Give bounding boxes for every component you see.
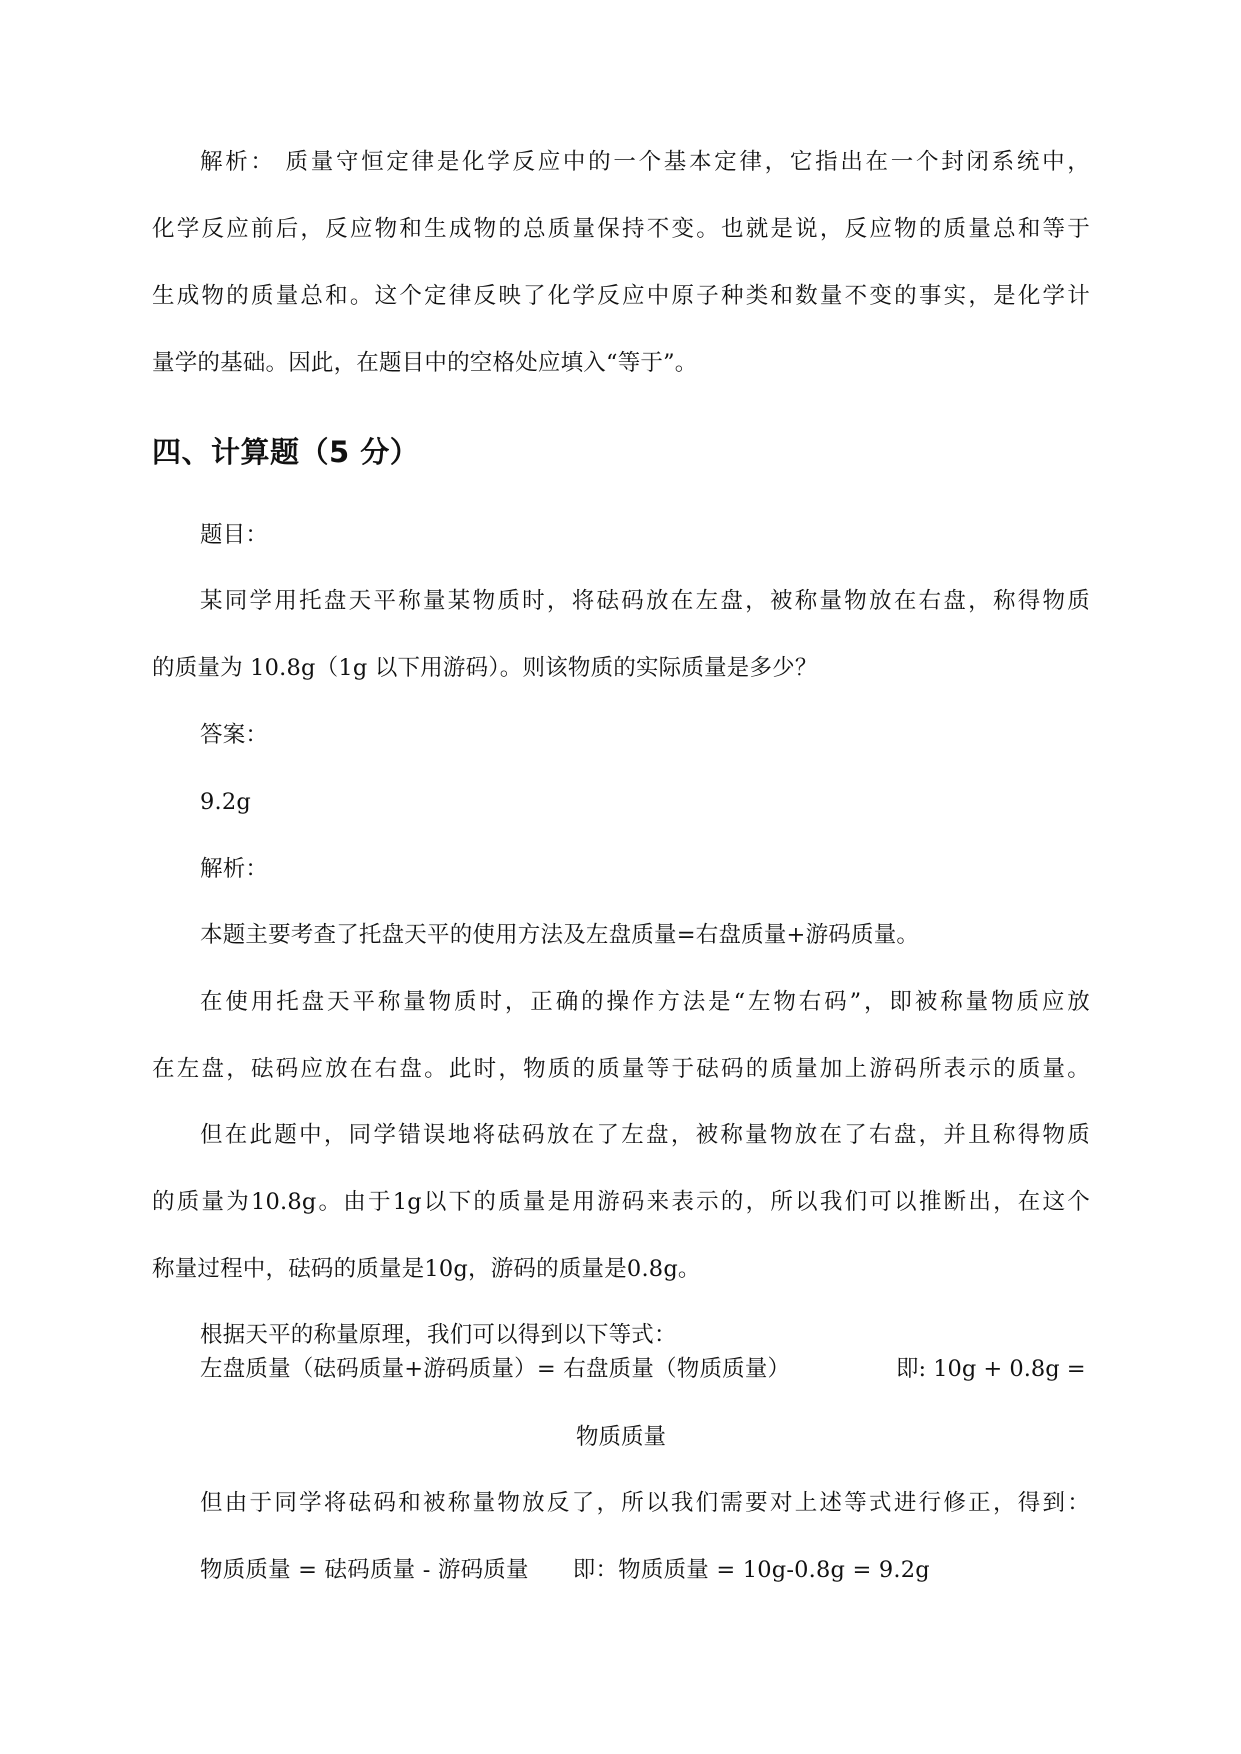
question-line-2: 的质量为 10.8g（1g 以下用游码）。则该物质的实际质量是多少？ [152,655,818,681]
explanation-label: 解析： [200,856,269,882]
explanation-para1-line-2: 在左盘，砝码应放在右盘。此时，物质的质量等于砝码的质量加上游码所表示的质量。 [152,1056,1090,1082]
explanation-para4: 但由于同学将砝码和被称量物放反了，所以我们需要对上述等式进行修正，得到： [200,1490,1090,1516]
analysis-line-2: 化学反应前后，反应物和生成物的总质量保持不变。也就是说，反应物的质量总和等于 [152,216,1090,242]
equation1-left: 左盘质量（砝码质量+游码质量）= 右盘质量（物质质量） [200,1356,791,1382]
explanation-para2-line-2: 的质量为10.8g。由于1g以下的质量是用游码来表示的，所以我们可以推断出，在这个 [152,1189,1090,1215]
analysis-line-4: 量学的基础。因此，在题目中的空格处应填入“等于”。 [152,350,698,376]
explanation-para1-line-1: 在使用托盘天平称量物质时，正确的操作方法是“左物右码”，即被称量物质应放 [200,989,1090,1015]
section-heading: 四、计算题（5 分） [152,435,420,469]
equation1-right: 即: 10g + 0.8g = [896,1356,1086,1382]
answer-label: 答案： [200,722,269,748]
explanation-para2-line-1: 但在此题中，同学错误地将砝码放在了左盘，被称量物放在了右盘，并且称得物质 [200,1122,1090,1148]
explanation-para3: 根据天平的称量原理，我们可以得到以下等式： [200,1322,677,1348]
question-line-1: 某同学用托盘天平称量某物质时，将砝码放在左盘，被称量物放在右盘，称得物质 [200,588,1090,614]
question-label: 题目： [200,522,269,548]
explanation-para2-line-3: 称量过程中，砝码的质量是10g，游码的质量是0.8g。 [152,1256,701,1282]
equation1-continuation: 物质质量 [575,1424,666,1450]
analysis-line-3: 生成物的质量总和。这个定律反映了化学反应中原子种类和数量不变的事实，是化学计 [152,283,1090,309]
equation2: 物质质量 = 砝码质量 - 游码质量 即：物质质量 = 10g-0.8g = 9.2g [200,1557,930,1583]
answer-value: 9.2g [200,789,251,815]
analysis-line-1: 解析： 质量守恒定律是化学反应中的一个基本定律，它指出在一个封闭系统中， [200,149,1090,175]
explanation-intro: 本题主要考查了托盘天平的使用方法及左盘质量=右盘质量+游码质量。 [200,922,920,948]
